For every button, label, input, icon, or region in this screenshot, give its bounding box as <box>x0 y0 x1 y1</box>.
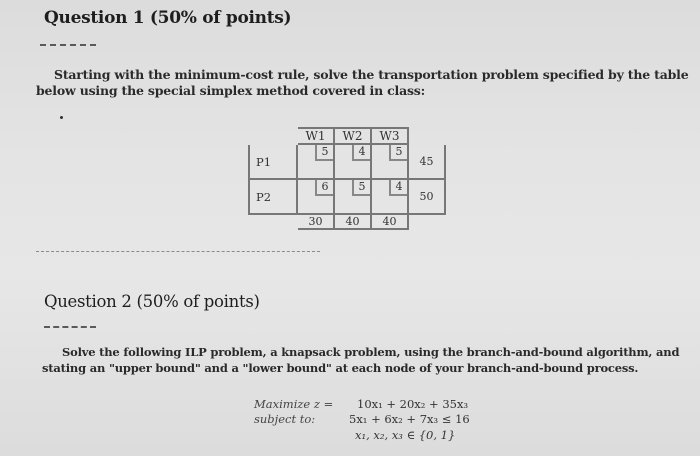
subject-to-label: subject to: <box>254 412 316 426</box>
transportation-table <box>248 127 446 230</box>
bullet-dot <box>60 116 63 119</box>
constraint: 5x₁ + 6x₂ + 7x₃ ≤ 16 <box>349 412 470 426</box>
question-2-text: Solve the following ILP problem, a knapsack problem, using the branch-and-bound algorithm, and stating an "upper bound" and a "lower bound" at each node of your branch-and-bound process. <box>42 345 680 375</box>
demand-w1: 30 <box>297 214 334 229</box>
table-corner-cell <box>408 128 445 144</box>
table-row-p2 <box>249 179 445 214</box>
cell-p1-w3 <box>371 144 408 179</box>
cost-value: 5 <box>352 180 370 196</box>
cell-p1-w2 <box>334 144 371 179</box>
cost-value: 5 <box>389 145 407 161</box>
cell-p1-w1 <box>297 144 334 179</box>
row-label-p1: P1 <box>249 144 297 179</box>
cost-value: 5 <box>315 145 333 161</box>
table-corner-cell <box>249 214 297 229</box>
table-corner-cell <box>249 128 297 144</box>
column-header-w1: W1 <box>297 128 334 144</box>
demand-w2: 40 <box>334 214 371 229</box>
divider <box>44 326 96 328</box>
question-1-text: Starting with the minimum-cost rule, solve the transportation problem specified by the table below using the special simplex method covered in class: <box>36 67 689 98</box>
section-divider <box>36 251 320 252</box>
question-2-title: Question 2 (50% of points) <box>44 292 260 311</box>
cell-p2-w1 <box>297 179 334 214</box>
variable-domain: x₁, x₂, x₃ ∈ {0, 1} <box>355 428 456 442</box>
column-header-w2: W2 <box>334 128 371 144</box>
table-row-p1 <box>249 144 445 179</box>
cost-value: 4 <box>352 145 370 161</box>
question-1-title: Question 1 (50% of points) <box>44 8 292 28</box>
divider <box>40 44 96 46</box>
objective-function: 10x₁ + 20x₂ + 35x₃ <box>357 397 469 411</box>
table-header-row <box>249 128 445 144</box>
column-header-w3: W3 <box>371 128 408 144</box>
supply-p1: 45 <box>408 144 445 179</box>
cell-p2-w3 <box>371 179 408 214</box>
maximize-label: Maximize z = <box>254 397 334 411</box>
demand-w3: 40 <box>371 214 408 229</box>
supply-p2: 50 <box>408 179 445 214</box>
row-label-p2: P2 <box>249 179 297 214</box>
table-demand-row <box>249 214 445 229</box>
table-corner-cell <box>408 214 445 229</box>
cost-value: 6 <box>315 180 333 196</box>
cost-value: 4 <box>389 180 407 196</box>
cell-p2-w2 <box>334 179 371 214</box>
